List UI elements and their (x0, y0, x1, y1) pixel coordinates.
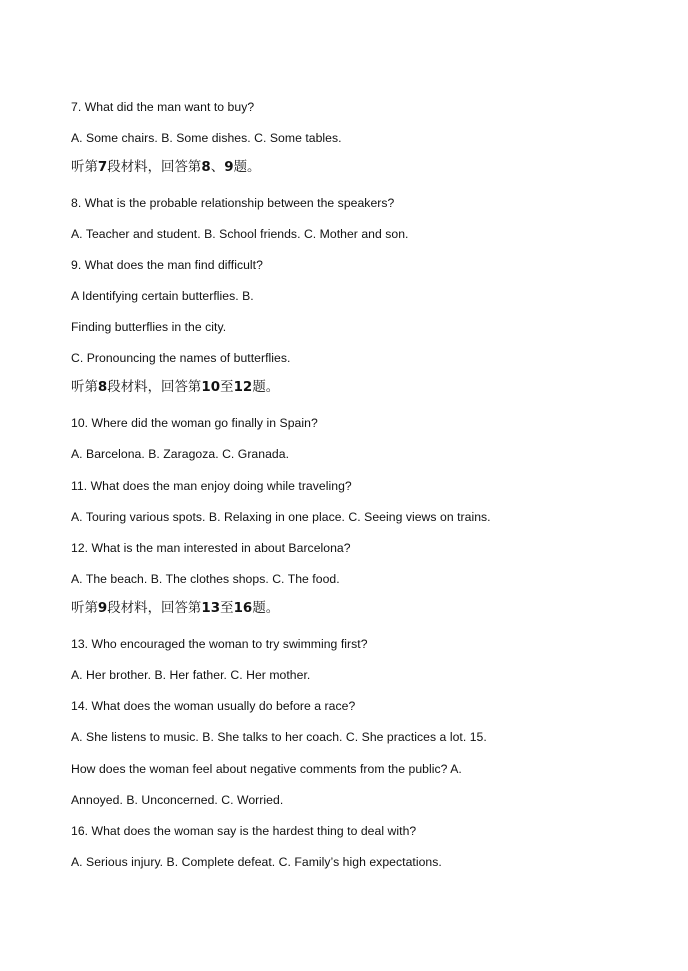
q13: 13. Who encouraged the woman to try swimming first? (71, 637, 368, 651)
heading-number: 12 (233, 380, 253, 395)
q16-options: A. Serious injury. B. Complete defeat. C. Family’s high expectations. (71, 855, 442, 869)
q9-option-a: A Identifying certain butterflies. B. (71, 289, 254, 303)
heading-number: 10 (201, 380, 221, 395)
heading-text: 段材料，回答第 (107, 601, 202, 616)
q8-options: A. Teacher and student. B. School friends. C. Mother and son. (71, 227, 409, 241)
q15-options: Annoyed. B. Unconcerned. C. Worried. (71, 793, 284, 807)
heading-number: 16 (233, 601, 253, 616)
q12-options: A. The beach. B. The clothes shops. C. The food. (71, 572, 340, 586)
heading-text: 题。 (252, 380, 280, 395)
q10-options: A. Barcelona. B. Zaragoza. C. Granada. (71, 447, 290, 461)
section-8-heading (71, 380, 279, 396)
q16: 16. What does the woman say is the hardest thing to deal with? (71, 824, 417, 838)
q9: 9. What does the man find difficult? (71, 258, 263, 272)
q15: How does the woman feel about negative comments from the public? A. (71, 762, 462, 776)
heading-text: 、 (210, 160, 225, 175)
heading-text: 至 (220, 380, 234, 395)
heading-text: 段材料，回答第 (107, 160, 202, 175)
heading-number: 8 (97, 380, 108, 395)
heading-number: 8 (201, 160, 211, 175)
q9-option-c: C. Pronouncing the names of butterflies. (71, 351, 291, 365)
q12: 12. What is the man interested in about Barcelona? (71, 541, 351, 555)
heading-text: 题。 (252, 601, 280, 616)
q11: 11. What does the man enjoy doing while traveling? (71, 479, 352, 493)
q7-options: A. Some chairs. B. Some dishes. C. Some tables. (71, 131, 342, 145)
heading-text: 听第 (71, 380, 98, 395)
section-7-heading (71, 160, 260, 176)
heading-text: 听第 (71, 601, 98, 616)
q11-options: A. Touring various spots. B. Relaxing in one place. C. Seeing views on trains. (71, 510, 491, 524)
heading-number: 9 (224, 160, 234, 175)
heading-text: 听第 (71, 160, 98, 175)
q7: 7. What did the man want to buy? (71, 100, 255, 114)
q10: 10. Where did the woman go finally in Spain? (71, 416, 318, 430)
heading-text: 题。 (233, 160, 261, 175)
q13-options: A. Her brother. B. Her father. C. Her mother. (71, 668, 311, 682)
q14: 14. What does the woman usually do before a race? (71, 699, 356, 713)
heading-number: 9 (97, 601, 108, 616)
heading-number: 13 (201, 601, 221, 616)
section-9-heading (71, 601, 279, 617)
q8: 8. What is the probable relationship between the speakers? (71, 196, 395, 210)
heading-text: 至 (220, 601, 234, 616)
q9-option-b: Finding butterflies in the city. (71, 320, 227, 334)
q14-options: A. She listens to music. B. She talks to her coach. C. She practices a lot. 15. (71, 730, 487, 744)
heading-number: 7 (97, 160, 108, 175)
heading-text: 段材料，回答第 (107, 380, 202, 395)
